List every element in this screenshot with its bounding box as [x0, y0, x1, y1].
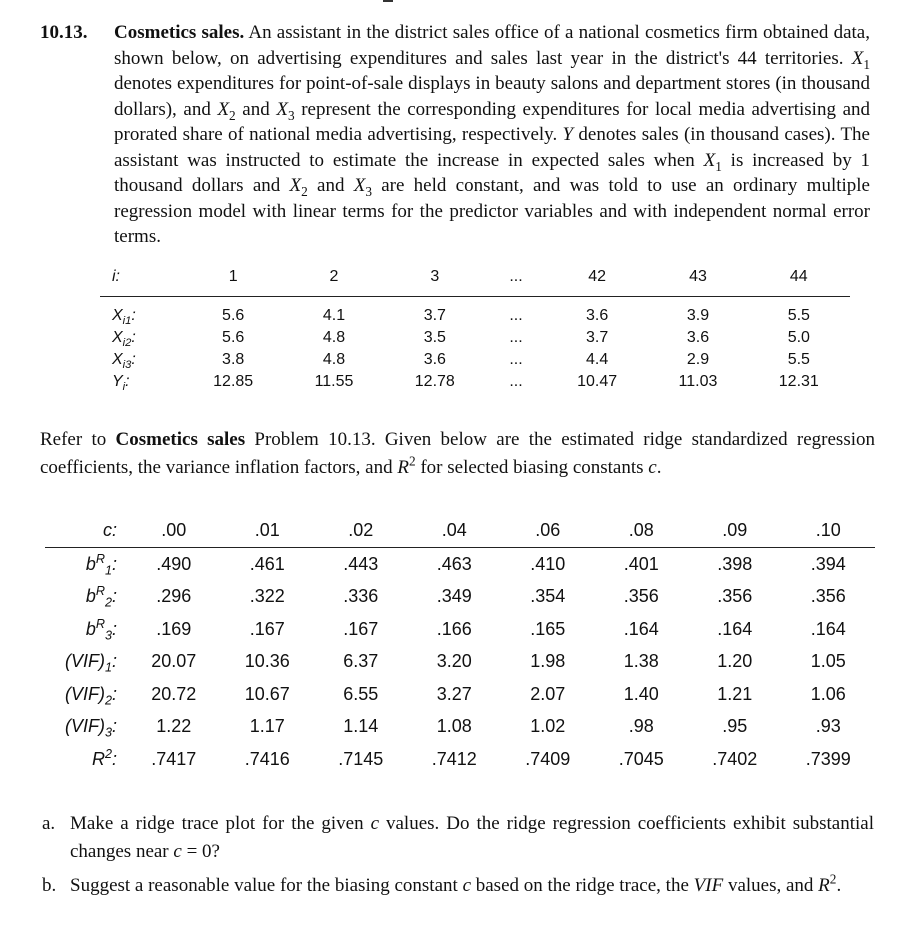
table-cell: ...: [509, 307, 523, 324]
table-cell: 20.07: [151, 651, 197, 672]
row-label-suffix: :: [131, 307, 136, 324]
follow-up-intro: [40, 426, 875, 482]
part-text: values, and: [723, 875, 819, 896]
table-cell: 3.7: [423, 307, 446, 324]
var-r: R: [397, 457, 409, 478]
row-label-sup: R: [95, 584, 105, 599]
column-header: .01: [221, 513, 315, 548]
problem-text: An assistant in the district sales office of a national cosmetics firm obtained data, shown below, on advertising expenditures and sales last year in the district's 44 territories.: [114, 22, 870, 69]
data-table: [100, 268, 850, 393]
table-row: [45, 581, 875, 614]
problem-text: represent the corresponding expenditures for local media advertising and prorated share of national media advertising, respectively.: [114, 98, 870, 145]
table-cell: 3.27: [436, 683, 472, 704]
table-cell: 5.5: [787, 351, 810, 368]
table-cell: 1.14: [343, 716, 379, 737]
table-cell: .356: [810, 586, 846, 607]
table-cell: 1.40: [623, 683, 659, 704]
var-sup: 2: [408, 453, 416, 469]
table-cell: 4.1: [322, 307, 346, 324]
intro-text: .: [656, 457, 662, 478]
row-label-sup: R: [95, 616, 105, 631]
column-header: .10: [782, 513, 876, 548]
row-label-suffix: :: [131, 351, 136, 368]
table-cell: .164: [717, 618, 753, 639]
part-text: values. Do the ridge regression coefficients exhibit substantial changes near: [70, 813, 874, 862]
row-label-main: Y: [112, 373, 123, 390]
table-cell: .461: [249, 553, 285, 574]
question-parts: [42, 810, 874, 906]
intro-bold: Cosmetics sales: [115, 429, 246, 450]
table-cell: .7417: [151, 748, 197, 769]
table-row: [45, 711, 875, 744]
row-label: [100, 297, 182, 328]
table-cell: .356: [717, 586, 753, 607]
table-cell: 6.55: [343, 683, 379, 704]
column-header: .06: [501, 513, 595, 548]
var-y: Y: [562, 124, 574, 145]
table-cell: .356: [623, 586, 659, 607]
row-label-suffix: :: [111, 748, 117, 769]
row-label-sub: i2: [122, 337, 132, 350]
table-cell: 3.6: [586, 307, 609, 324]
table-cell: .7145: [338, 748, 384, 769]
part-text: .: [836, 875, 842, 896]
var-r: R: [818, 875, 830, 896]
table-cell: 2.9: [686, 351, 710, 368]
table-cell: .7402: [712, 748, 758, 769]
column-header: 42: [546, 268, 648, 297]
table-cell: .463: [436, 553, 472, 574]
row-label: [45, 711, 127, 744]
row-label: [100, 349, 182, 371]
table-cell: 4.8: [322, 351, 346, 368]
table-cell: 3.8: [222, 351, 245, 368]
table-cell: .336: [343, 586, 379, 607]
var-x: X: [353, 175, 366, 196]
index-label: i:: [100, 268, 182, 297]
var-vif: VIF: [693, 875, 724, 896]
table-cell: .7399: [805, 748, 851, 769]
row-label: [45, 613, 127, 646]
table-cell: .95: [722, 716, 748, 737]
problem-title: Cosmetics sales.: [114, 22, 245, 43]
row-label-main: R: [91, 748, 105, 769]
page-mark: [383, 0, 393, 2]
table-cell: .7409: [525, 748, 571, 769]
table-cell: .167: [249, 618, 285, 639]
row-label-sub: i: [122, 381, 126, 394]
table-cell: 1.02: [530, 716, 566, 737]
table-cell: 3.9: [686, 307, 710, 324]
table-cell: 11.03: [678, 373, 718, 390]
problem-text: denotes expenditures for point-of-sale displays in beauty salons and department stores (in thousand dollars), and: [114, 73, 870, 120]
row-label-sub: 2: [104, 693, 112, 708]
row-label-main: X: [112, 307, 123, 324]
ridge-table: [45, 513, 875, 776]
part-text: Make a ridge trace plot for the given: [70, 813, 371, 834]
table-cell: 1.38: [623, 651, 659, 672]
column-header: 3: [384, 268, 486, 297]
table-cell: 4.4: [586, 351, 609, 368]
problem-text: and: [235, 98, 277, 120]
table-cell: 6.37: [343, 651, 379, 672]
row-label-suffix: :: [111, 716, 117, 737]
var-sub: 2: [301, 183, 308, 199]
var-sub: 3: [287, 107, 295, 123]
table-cell: .166: [436, 618, 472, 639]
row-label-suffix: :: [111, 683, 117, 704]
row-label: [45, 548, 127, 581]
table-cell: 3.20: [436, 651, 472, 672]
column-header: 44: [748, 268, 850, 297]
problem-text: and: [307, 175, 354, 196]
table-cell: 1.22: [156, 716, 192, 737]
column-header: .02: [314, 513, 408, 548]
table-cell: 12.31: [778, 373, 819, 390]
table-row: [45, 646, 875, 679]
column-header: ...: [486, 268, 546, 297]
problem-10-13: [40, 20, 870, 250]
table-cell: 1.21: [717, 683, 753, 704]
table-cell: 3.5: [423, 329, 446, 346]
problem-body: [114, 20, 870, 250]
row-label-main: b: [85, 553, 96, 574]
var-c: c: [173, 841, 182, 862]
row-label-main: X: [112, 329, 123, 346]
table-cell: 1.17: [249, 716, 285, 737]
table-cell: ...: [509, 373, 523, 390]
column-header: 43: [648, 268, 747, 297]
var-x: X: [289, 175, 302, 196]
table-cell: .7412: [431, 748, 477, 769]
column-header: .04: [408, 513, 502, 548]
intro-text: Problem 10.13. Given below are the estimated ridge standardized regression coefficients, the variance inflation factors, and: [40, 429, 875, 478]
var-c: c: [462, 875, 471, 896]
var-sup: 2: [829, 871, 837, 887]
row-label-main: X: [112, 351, 123, 368]
column-header: .08: [595, 513, 689, 548]
table-row: [45, 678, 875, 711]
table-cell: 5.0: [787, 329, 810, 346]
table-cell: 4.8: [322, 329, 346, 346]
table-cell: .164: [623, 618, 659, 639]
intro-text: Refer to: [40, 429, 116, 450]
var-c: c: [370, 813, 380, 834]
part-text: Suggest a reasonable value for the biasing constant: [70, 875, 463, 896]
column-header: 2: [284, 268, 383, 297]
problem-text: denotes sales (in thousand cases). The assistant was instructed to estimate the increase in expected sales when: [114, 124, 870, 171]
table-row: [100, 297, 850, 328]
table-cell: 10.36: [244, 651, 290, 672]
problem-text: are held constant, and was told to use an ordinary multiple regression model with linear terms for the predictor variables and with independent normal error terms.: [114, 175, 870, 247]
row-label-sup: R: [95, 551, 105, 566]
table-cell: .7045: [618, 748, 664, 769]
table-cell: 1.98: [530, 651, 566, 672]
table-cell: .169: [156, 618, 192, 639]
table-cell: 5.6: [222, 307, 245, 324]
table-cell: 3.6: [423, 351, 446, 368]
var-sub: 3: [365, 183, 372, 199]
var-sub: 1: [715, 158, 722, 174]
var-sub: 2: [229, 107, 236, 123]
table-cell: .410: [530, 553, 566, 574]
problem-number: 10.13.: [40, 22, 88, 43]
row-label-sub: 3: [104, 628, 112, 643]
part-a: [42, 810, 874, 866]
table-cell: .354: [530, 586, 566, 607]
table-cell: ...: [509, 351, 523, 368]
row-label-sub: 1: [104, 563, 112, 578]
table-cell: 1.05: [810, 651, 846, 672]
table-cell: .93: [815, 716, 841, 737]
ridge-table-header: [45, 513, 875, 548]
table-row: [100, 327, 850, 349]
row-label-sub: 1: [104, 660, 112, 675]
var-x: X: [217, 98, 230, 120]
part-text: based on the ridge trace, the: [471, 875, 694, 896]
table-cell: .490: [156, 553, 192, 574]
row-label-main: (VIF): [64, 683, 105, 704]
table-cell: 12.78: [414, 373, 455, 390]
row-label-sub: i3: [122, 359, 132, 372]
var-x: X: [851, 47, 864, 69]
row-label-suffix: :: [111, 618, 117, 639]
table-cell: .398: [717, 553, 753, 574]
row-label: [45, 743, 127, 776]
var-c: c: [648, 457, 657, 478]
table-cell: .394: [810, 553, 846, 574]
row-label: [100, 327, 182, 349]
table-row: [100, 371, 850, 393]
table-cell: 3.7: [586, 329, 609, 346]
var-x: X: [703, 149, 716, 171]
table-cell: .296: [156, 586, 192, 607]
var-x: X: [276, 98, 288, 120]
table-cell: 10.67: [244, 683, 290, 704]
row-label: [45, 678, 127, 711]
var-sub: 1: [863, 56, 870, 72]
table-cell: ...: [509, 329, 523, 346]
table-cell: 1.20: [717, 651, 753, 672]
table-cell: .401: [623, 553, 659, 574]
table-cell: .167: [343, 618, 379, 639]
table-row: [100, 349, 850, 371]
table-cell: 1.06: [810, 683, 846, 704]
row-label-suffix: :: [125, 373, 130, 390]
table-row: [45, 548, 875, 581]
row-label-sub: 3: [104, 725, 112, 740]
row-label-suffix: :: [111, 651, 117, 672]
table-row: [45, 743, 875, 776]
table-cell: 10.47: [577, 373, 618, 390]
table-cell: 5.6: [222, 329, 245, 346]
table-cell: 12.85: [213, 373, 254, 390]
table-cell: 1.08: [436, 716, 472, 737]
part-label: a.: [42, 813, 56, 834]
column-header: 1: [182, 268, 284, 297]
table-cell: 5.5: [787, 307, 810, 324]
row-label-suffix: :: [131, 329, 136, 346]
row-label: [45, 581, 127, 614]
table-row: [45, 613, 875, 646]
row-label-main: (VIF): [64, 716, 105, 737]
row-label-sup: 2: [104, 746, 112, 761]
table-cell: .349: [436, 586, 472, 607]
data-table-header: [100, 268, 850, 297]
c-label: c:: [45, 513, 127, 548]
intro-text: for selected biasing constants: [415, 457, 649, 478]
table-cell: .322: [249, 586, 285, 607]
row-label-main: b: [85, 618, 96, 639]
row-label: [45, 646, 127, 679]
part-label: b.: [42, 875, 57, 896]
table-cell: .164: [810, 618, 846, 639]
table-cell: 3.6: [686, 329, 710, 346]
row-label-main: b: [85, 586, 96, 607]
part-b: [42, 872, 874, 900]
table-cell: 2.07: [530, 683, 566, 704]
row-label-sub: i1: [122, 315, 132, 328]
column-header: .09: [688, 513, 782, 548]
column-header: .00: [127, 513, 221, 548]
row-label-main: (VIF): [64, 651, 105, 672]
table-cell: .7416: [244, 748, 290, 769]
table-cell: 11.55: [314, 373, 354, 390]
table-cell: 20.72: [151, 683, 197, 704]
row-label-suffix: :: [111, 553, 117, 574]
problem-text: is increased by 1 thousand dollars and: [114, 149, 870, 196]
table-cell: .98: [628, 716, 654, 737]
table-cell: .443: [343, 553, 379, 574]
row-label: [100, 371, 182, 393]
table-cell: .165: [530, 618, 566, 639]
row-label-sub: 2: [104, 595, 112, 610]
part-text: = 0?: [181, 841, 220, 862]
row-label-suffix: :: [111, 586, 117, 607]
